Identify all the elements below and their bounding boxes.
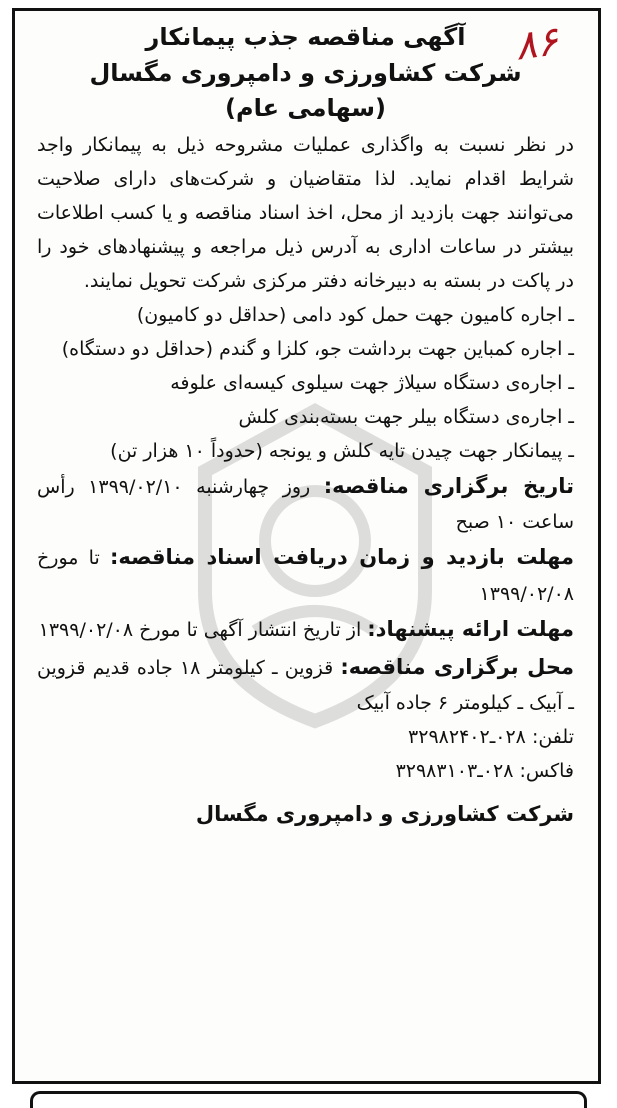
fax-value: ۰۲۸ـ۳۲۹۸۳۱۰۳ <box>395 760 514 783</box>
venue-value: قزوین ـ کیلومتر ۱۸ جاده قدیم قزوین ـ آبیک ـ کیلومتر ۶ جاده آبیک <box>37 656 574 715</box>
next-notice-border <box>30 1091 587 1108</box>
fax-label: فاکس: <box>519 760 574 783</box>
phone-value: ۰۲۸ـ۳۲۹۸۲۴۰۲ <box>408 726 526 749</box>
signature: شرکت کشاورزی و دامپروری مگسال <box>195 802 574 827</box>
list-item: ـ پیمانکار جهت چیدن تایه کلش و یونجه (حدوداً ۱۰ هزار تن) <box>110 439 574 462</box>
offer-deadline-label: مهلت ارائه پیشنهاد: <box>367 616 574 641</box>
holding-date <box>37 468 574 540</box>
venue-label: محل برگزاری مناقصه: <box>340 654 574 679</box>
visit-deadline-value: تا مورخ ۱۳۹۹/۰۲/۰۸ <box>37 547 574 605</box>
offer-deadline-value: از تاریخ انتشار آگهی تا مورخ ۱۳۹۹/۰۲/۰۸ <box>38 618 362 641</box>
venue <box>37 649 574 721</box>
notice-content <box>37 19 574 834</box>
list-item: ـ اجاره‌ی دستگاه سیلاژ جهت سیلوی کیسه‌ای علوفه <box>170 371 574 394</box>
visit-deadline <box>37 539 574 611</box>
list-item: ـ اجاره کامیون جهت حمل کود دامی (حداقل دو کامیون) <box>136 303 574 326</box>
list-item: ـ اجاره‌ی دستگاه بیلر جهت بسته‌بندی کلش <box>238 405 574 428</box>
phone <box>37 720 574 754</box>
visit-deadline-label: مهلت بازدید و زمان دریافت اسناد مناقصه: <box>109 545 574 570</box>
holding-date-value: روز چهارشنبه ۱۳۹۹/۰۲/۱۰ رأس ساعت ۱۰ صبح <box>37 475 574 534</box>
fax <box>37 754 574 788</box>
list-item: ـ اجاره کمباین جهت برداشت جو، کلزا و گندم (حداقل دو دستگاه) <box>61 337 574 360</box>
company-name: شرکت کشاورزی و دامپروری مگسال (سهامی عام) <box>89 59 522 122</box>
handwritten-note: ۸۶ <box>512 18 561 70</box>
holding-date-label: تاریخ برگزاری مناقصه: <box>323 473 575 498</box>
intro-paragraph: در نظر نسبت به واگذاری عملیات مشروحه ذیل به پیمانکار واجد شرایط اقدام نماید. لذا متقاضیان و شرکت‌های دارای صلاحیت می‌توانند جهت بازدید از محل، اخذ اسناد مناقصه و یا کسب اطلاعات بیشتر در ساعات اداری به آدرس ذیل مراجعه و پیشنهادهای خود را در پاکت در بسته به دبیرخانه دفتر مرکزی شرکت تحویل نمایند. <box>37 133 574 292</box>
tender-notice <box>12 8 601 1084</box>
notice-title: آگهی مناقصه جذب پیمانکار <box>145 23 466 51</box>
work-items-list <box>37 298 574 468</box>
phone-label: تلفن: <box>531 726 574 749</box>
offer-deadline <box>37 611 574 649</box>
